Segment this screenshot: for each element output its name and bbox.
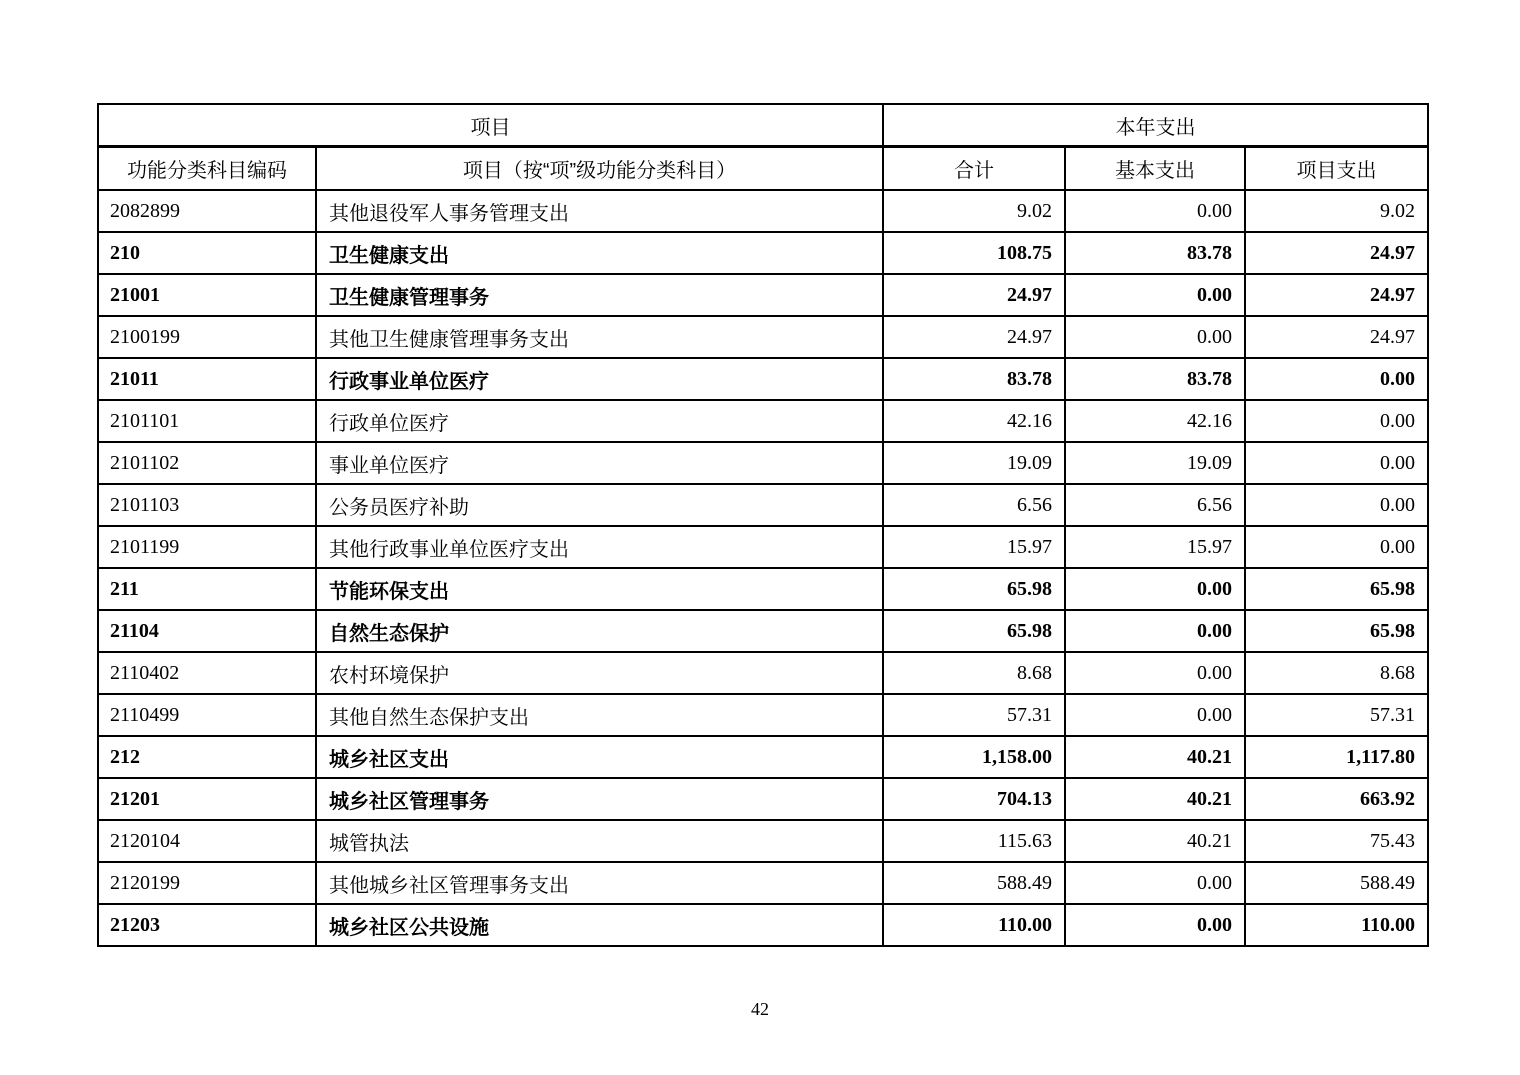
table-row bbox=[98, 484, 1428, 526]
table-row bbox=[98, 526, 1428, 568]
row-project-cell: 75.43 bbox=[1245, 820, 1428, 862]
table-row bbox=[98, 652, 1428, 694]
row-code-cell: 2120104 bbox=[98, 820, 316, 862]
row-total-cell: 15.97 bbox=[883, 526, 1065, 568]
table-row bbox=[98, 232, 1428, 274]
row-project-cell: 24.97 bbox=[1245, 232, 1428, 274]
row-code-cell: 21001 bbox=[98, 274, 316, 316]
row-total-cell: 9.02 bbox=[883, 190, 1065, 232]
row-name-cell: 其他自然生态保护支出 bbox=[316, 694, 883, 736]
row-code-cell: 2120199 bbox=[98, 862, 316, 904]
table-row bbox=[98, 862, 1428, 904]
row-basic-cell: 40.21 bbox=[1065, 820, 1245, 862]
header-col-basic-expenditure: 基本支出 bbox=[1065, 147, 1245, 191]
table-row bbox=[98, 400, 1428, 442]
row-name-cell: 自然生态保护 bbox=[316, 610, 883, 652]
row-total-cell: 110.00 bbox=[883, 904, 1065, 946]
row-basic-cell: 0.00 bbox=[1065, 904, 1245, 946]
header-group-current-year-expenditure: 本年支出 bbox=[883, 104, 1428, 147]
row-basic-cell: 0.00 bbox=[1065, 652, 1245, 694]
table-row bbox=[98, 568, 1428, 610]
row-total-cell: 108.75 bbox=[883, 232, 1065, 274]
row-code-cell: 2101103 bbox=[98, 484, 316, 526]
header-group-item: 项目 bbox=[98, 104, 883, 147]
header-col-item-name: 项目（按“项”级功能分类科目） bbox=[316, 147, 883, 191]
row-code-cell: 211 bbox=[98, 568, 316, 610]
row-name-cell: 城乡社区支出 bbox=[316, 736, 883, 778]
row-name-cell: 节能环保支出 bbox=[316, 568, 883, 610]
row-basic-cell: 0.00 bbox=[1065, 862, 1245, 904]
row-name-cell: 卫生健康支出 bbox=[316, 232, 883, 274]
row-name-cell: 其他城乡社区管理事务支出 bbox=[316, 862, 883, 904]
row-code-cell: 21203 bbox=[98, 904, 316, 946]
row-code-cell: 2100199 bbox=[98, 316, 316, 358]
row-total-cell: 42.16 bbox=[883, 400, 1065, 442]
row-project-cell: 65.98 bbox=[1245, 568, 1428, 610]
row-basic-cell: 83.78 bbox=[1065, 232, 1245, 274]
header-col-function-code: 功能分类科目编码 bbox=[98, 147, 316, 191]
table-row bbox=[98, 610, 1428, 652]
row-basic-cell: 6.56 bbox=[1065, 484, 1245, 526]
table-row bbox=[98, 358, 1428, 400]
row-code-cell: 2082899 bbox=[98, 190, 316, 232]
row-name-cell: 公务员医疗补助 bbox=[316, 484, 883, 526]
row-project-cell: 110.00 bbox=[1245, 904, 1428, 946]
row-name-cell: 其他退役军人事务管理支出 bbox=[316, 190, 883, 232]
row-name-cell: 行政事业单位医疗 bbox=[316, 358, 883, 400]
table-row bbox=[98, 778, 1428, 820]
budget-table bbox=[97, 103, 1429, 947]
row-total-cell: 115.63 bbox=[883, 820, 1065, 862]
row-basic-cell: 0.00 bbox=[1065, 694, 1245, 736]
row-project-cell: 1,117.80 bbox=[1245, 736, 1428, 778]
row-name-cell: 城乡社区管理事务 bbox=[316, 778, 883, 820]
row-code-cell: 2101102 bbox=[98, 442, 316, 484]
row-name-cell: 城管执法 bbox=[316, 820, 883, 862]
row-code-cell: 21201 bbox=[98, 778, 316, 820]
row-total-cell: 83.78 bbox=[883, 358, 1065, 400]
row-total-cell: 704.13 bbox=[883, 778, 1065, 820]
table-row bbox=[98, 694, 1428, 736]
row-total-cell: 65.98 bbox=[883, 610, 1065, 652]
table-row bbox=[98, 190, 1428, 232]
row-code-cell: 21104 bbox=[98, 610, 316, 652]
header-col-total: 合计 bbox=[883, 147, 1065, 191]
row-total-cell: 8.68 bbox=[883, 652, 1065, 694]
row-basic-cell: 0.00 bbox=[1065, 610, 1245, 652]
row-basic-cell: 40.21 bbox=[1065, 736, 1245, 778]
row-name-cell: 行政单位医疗 bbox=[316, 400, 883, 442]
row-project-cell: 9.02 bbox=[1245, 190, 1428, 232]
table-row bbox=[98, 316, 1428, 358]
row-total-cell: 6.56 bbox=[883, 484, 1065, 526]
row-basic-cell: 42.16 bbox=[1065, 400, 1245, 442]
row-total-cell: 24.97 bbox=[883, 274, 1065, 316]
row-basic-cell: 0.00 bbox=[1065, 190, 1245, 232]
row-name-cell: 农村环境保护 bbox=[316, 652, 883, 694]
row-project-cell: 24.97 bbox=[1245, 274, 1428, 316]
row-code-cell: 210 bbox=[98, 232, 316, 274]
row-code-cell: 2101199 bbox=[98, 526, 316, 568]
row-total-cell: 19.09 bbox=[883, 442, 1065, 484]
row-project-cell: 663.92 bbox=[1245, 778, 1428, 820]
row-name-cell: 城乡社区公共设施 bbox=[316, 904, 883, 946]
table-row bbox=[98, 904, 1428, 946]
row-basic-cell: 0.00 bbox=[1065, 568, 1245, 610]
table-row bbox=[98, 820, 1428, 862]
row-project-cell: 0.00 bbox=[1245, 442, 1428, 484]
row-basic-cell: 19.09 bbox=[1065, 442, 1245, 484]
row-total-cell: 1,158.00 bbox=[883, 736, 1065, 778]
row-project-cell: 0.00 bbox=[1245, 526, 1428, 568]
row-project-cell: 24.97 bbox=[1245, 316, 1428, 358]
row-basic-cell: 0.00 bbox=[1065, 274, 1245, 316]
row-project-cell: 0.00 bbox=[1245, 400, 1428, 442]
row-name-cell: 事业单位医疗 bbox=[316, 442, 883, 484]
table-body bbox=[98, 190, 1428, 946]
table-header-group-row bbox=[98, 104, 1428, 147]
row-code-cell: 21011 bbox=[98, 358, 316, 400]
row-project-cell: 0.00 bbox=[1245, 484, 1428, 526]
row-total-cell: 65.98 bbox=[883, 568, 1065, 610]
row-basic-cell: 40.21 bbox=[1065, 778, 1245, 820]
header-col-project-expenditure: 项目支出 bbox=[1245, 147, 1428, 191]
table-row bbox=[98, 274, 1428, 316]
row-code-cell: 2110499 bbox=[98, 694, 316, 736]
row-name-cell: 卫生健康管理事务 bbox=[316, 274, 883, 316]
table-row bbox=[98, 442, 1428, 484]
row-basic-cell: 83.78 bbox=[1065, 358, 1245, 400]
row-name-cell: 其他行政事业单位医疗支出 bbox=[316, 526, 883, 568]
row-project-cell: 0.00 bbox=[1245, 358, 1428, 400]
row-total-cell: 588.49 bbox=[883, 862, 1065, 904]
row-code-cell: 2110402 bbox=[98, 652, 316, 694]
row-project-cell: 8.68 bbox=[1245, 652, 1428, 694]
row-code-cell: 212 bbox=[98, 736, 316, 778]
table-header-columns-row bbox=[98, 147, 1428, 191]
table-row bbox=[98, 736, 1428, 778]
row-total-cell: 24.97 bbox=[883, 316, 1065, 358]
row-project-cell: 65.98 bbox=[1245, 610, 1428, 652]
row-basic-cell: 15.97 bbox=[1065, 526, 1245, 568]
row-project-cell: 57.31 bbox=[1245, 694, 1428, 736]
row-code-cell: 2101101 bbox=[98, 400, 316, 442]
row-project-cell: 588.49 bbox=[1245, 862, 1428, 904]
row-total-cell: 57.31 bbox=[883, 694, 1065, 736]
row-basic-cell: 0.00 bbox=[1065, 316, 1245, 358]
row-name-cell: 其他卫生健康管理事务支出 bbox=[316, 316, 883, 358]
page-number: 42 bbox=[751, 999, 769, 1019]
